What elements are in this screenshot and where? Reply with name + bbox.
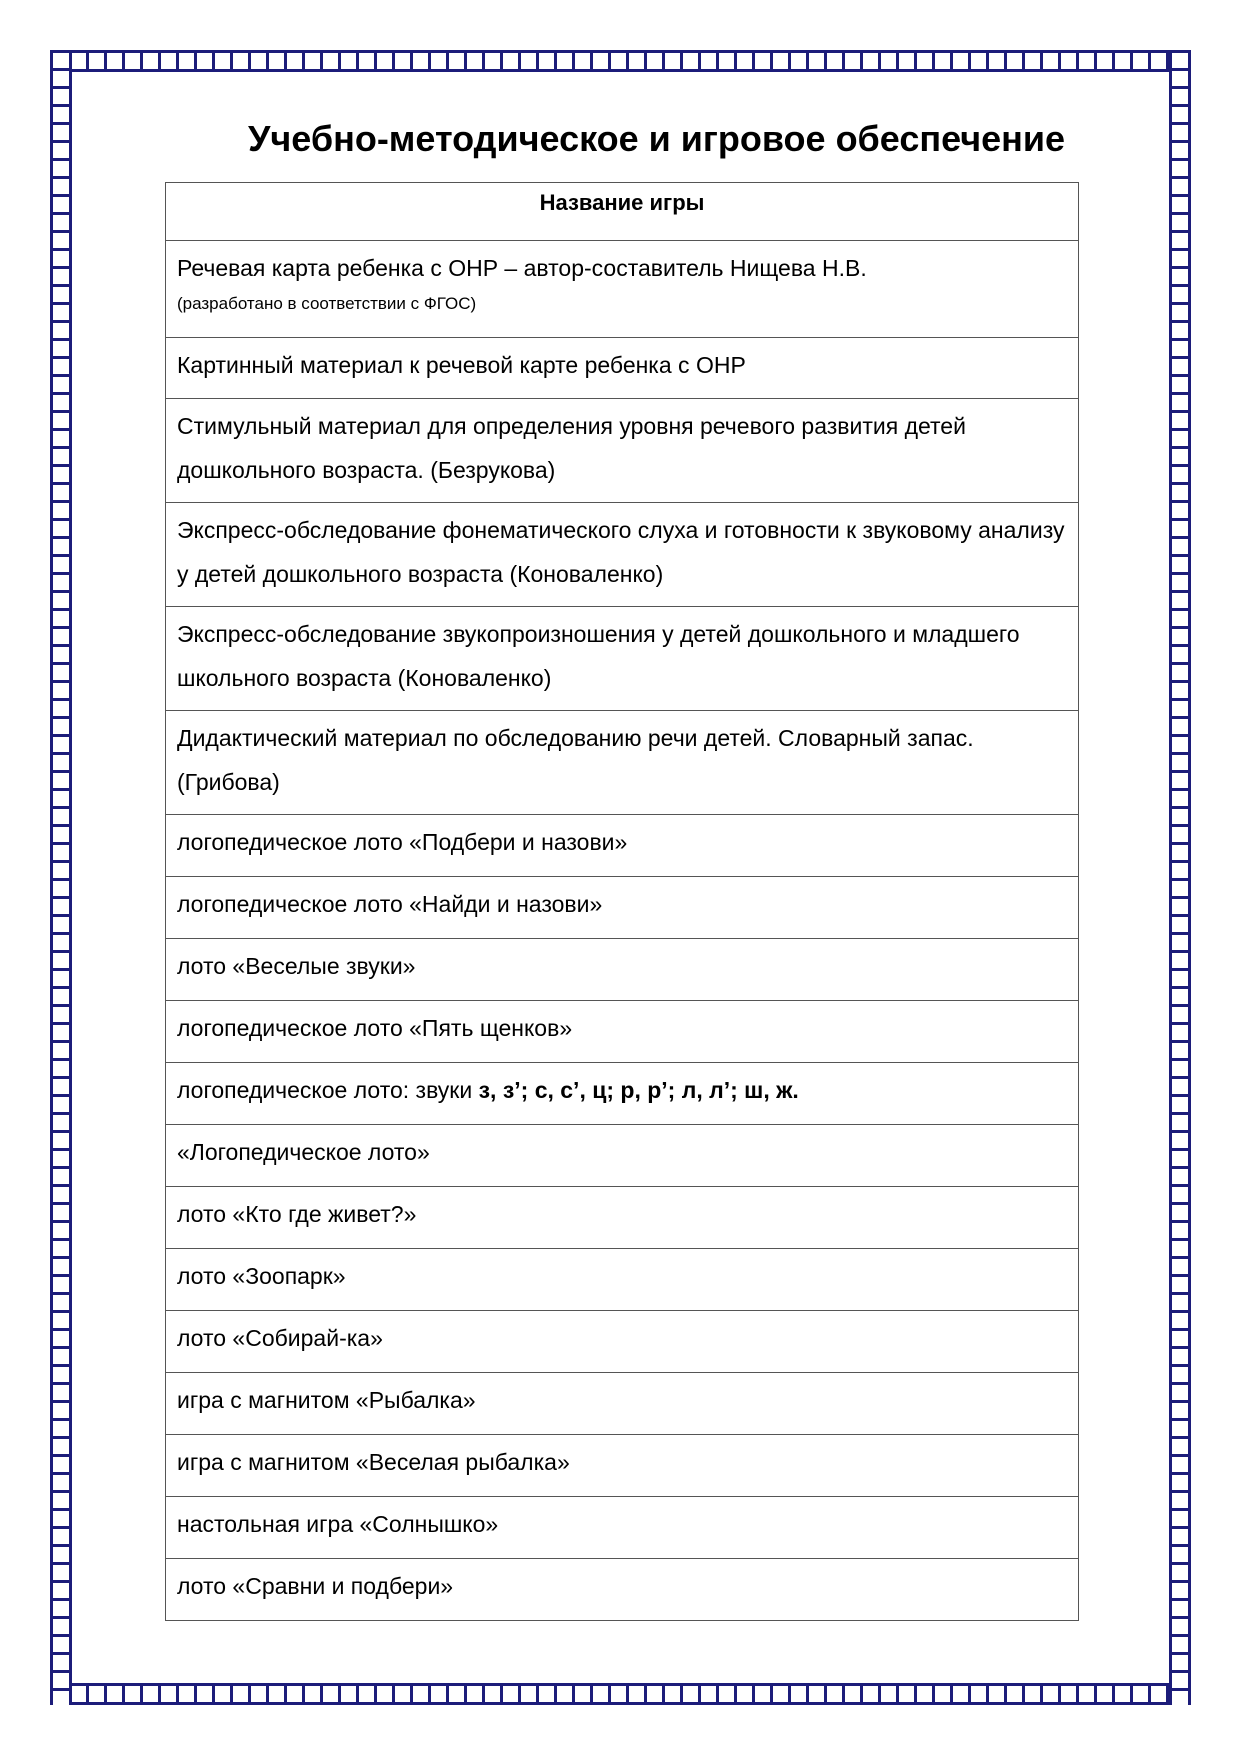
table-cell: «Логопедическое лото» xyxy=(166,1125,1079,1187)
decorative-border-top xyxy=(50,50,1191,72)
table-row xyxy=(166,607,1079,711)
table-row xyxy=(166,1311,1079,1373)
table-cell: лото «Сравни и подбери» xyxy=(166,1559,1079,1621)
table-row xyxy=(166,241,1079,338)
table-cell: Картинный материал к речевой карте ребенка с ОНР xyxy=(166,338,1079,399)
table-row xyxy=(166,1559,1079,1621)
decorative-border-right xyxy=(1169,50,1191,1705)
table-row xyxy=(166,1125,1079,1187)
decorative-border-left xyxy=(50,50,72,1705)
table-row xyxy=(166,1497,1079,1559)
table-cell xyxy=(166,1063,1079,1125)
table-cell: Экспресс-обследование звукопроизношения у детей дошкольного и младшего школьного возраста (Коноваленко) xyxy=(166,607,1079,711)
row-sounds: з, з’; с, с’, ц; р, р’; л, л’; ш, ж. xyxy=(478,1077,799,1103)
table-cell: логопедическое лото «Пять щенков» xyxy=(166,1001,1079,1063)
page-title: Учебно-методическое и игровое обеспечение xyxy=(248,118,1066,159)
table-row xyxy=(166,1373,1079,1435)
table-row xyxy=(166,1249,1079,1311)
games-table xyxy=(165,182,1079,1621)
table-row xyxy=(166,399,1079,503)
table-cell: Стимульный материал для определения уровня речевого развития детей дошкольного возраста. (Безрукова) xyxy=(166,399,1079,503)
table-cell: логопедическое лото «Подбери и назови» xyxy=(166,815,1079,877)
table-row xyxy=(166,877,1079,939)
row-text: логопедическое лото: звуки xyxy=(177,1077,479,1103)
table-row xyxy=(166,939,1079,1001)
decorative-border-bottom xyxy=(50,1683,1191,1705)
table-cell: игра с магнитом «Рыбалка» xyxy=(166,1373,1079,1435)
row-note: (разработано в соответствии с ФГОС) xyxy=(177,294,477,313)
row-text: Речевая карта ребенка с ОНР – автор-составитель Нищева Н.В. xyxy=(177,255,867,281)
table-row xyxy=(166,338,1079,399)
table-cell: лото «Кто где живет?» xyxy=(166,1187,1079,1249)
table-cell: игра с магнитом «Веселая рыбалка» xyxy=(166,1435,1079,1497)
table-row xyxy=(166,1001,1079,1063)
table-cell: настольная игра «Солнышко» xyxy=(166,1497,1079,1559)
column-header-game-name: Название игры xyxy=(166,183,1079,241)
table-cell: лото «Веселые звуки» xyxy=(166,939,1079,1001)
table-header-row xyxy=(166,183,1079,241)
table-cell: Дидактический материал по обследованию речи детей. Словарный запас. (Грибова) xyxy=(166,711,1079,815)
table-cell xyxy=(166,241,1079,338)
table-row xyxy=(166,1435,1079,1497)
table-row xyxy=(166,503,1079,607)
table-row xyxy=(166,1187,1079,1249)
table-row xyxy=(166,1063,1079,1125)
table-cell: Экспресс-обследование фонематического слуха и готовности к звуковому анализу у детей дошкольного возраста (Коноваленко) xyxy=(166,503,1079,607)
table-cell: лото «Зоопарк» xyxy=(166,1249,1079,1311)
table-row xyxy=(166,815,1079,877)
table-cell: логопедическое лото «Найди и назови» xyxy=(166,877,1079,939)
table-cell: лото «Собирай-ка» xyxy=(166,1311,1079,1373)
table-row xyxy=(166,711,1079,815)
